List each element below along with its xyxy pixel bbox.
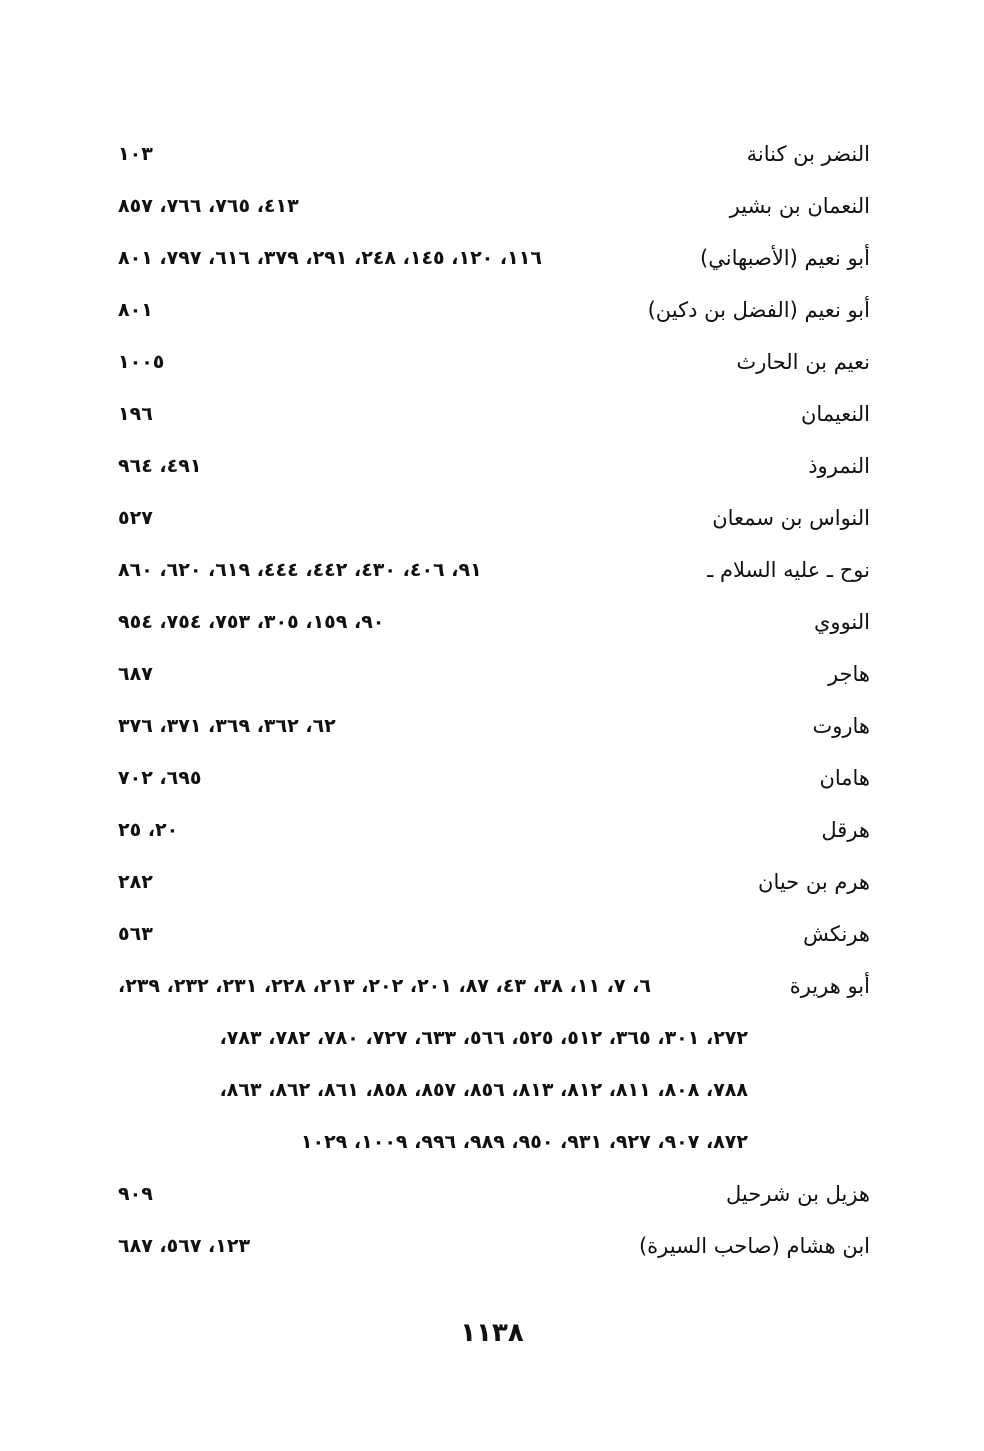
entry-name: النضر بن كنانة: [746, 142, 870, 166]
entry-pages: ٨٠١: [118, 299, 153, 321]
entry-pages: ٥٢٧: [118, 507, 153, 529]
entry-name: هرقل: [821, 818, 870, 842]
index-entry: [0, 804, 984, 856]
entry-pages: ٦٨٧: [118, 663, 153, 685]
entry-pages: ٩٠، ١٥٩، ٣٠٥، ٧٥٣، ٧٥٤، ٩٥٤: [118, 611, 385, 633]
entry-name: أبو هريرة: [789, 974, 870, 998]
index-entry: [0, 284, 984, 336]
entry-pages: ١٢٣، ٥٦٧، ٦٨٧: [118, 1235, 251, 1257]
entry-pages: ٤١٣، ٧٦٥، ٧٦٦، ٨٥٧: [118, 195, 299, 217]
entry-pages: ١٠٠٥: [118, 351, 165, 373]
entry-pages: ٨٧٢، ٩٠٧، ٩٢٧، ٩٣١، ٩٥٠، ٩٨٩، ٩٩٦، ١٠٠٩، ١٠٢٩: [300, 1131, 748, 1153]
index-entry: [0, 492, 984, 544]
entry-name: هاجر: [827, 662, 870, 686]
page-number: ١١٣٨: [460, 1318, 524, 1348]
entry-name: نوح ـ عليه السلام ـ: [707, 558, 870, 582]
index-entry: [0, 1220, 984, 1272]
entry-pages: ١٩٦: [118, 403, 153, 425]
index-entry: [0, 700, 984, 752]
entry-name: النواس بن سمعان: [712, 506, 870, 530]
entry-name: النعيمان: [801, 402, 870, 426]
index-entry: [0, 960, 984, 1012]
entry-name: هزيل بن شرحيل: [726, 1182, 870, 1206]
entry-name: النووي: [814, 610, 870, 634]
index-entry: [0, 128, 984, 180]
index-entry: [0, 544, 984, 596]
entry-pages: ٦٢، ٣٦٢، ٣٦٩، ٣٧١، ٣٧٦: [118, 715, 336, 737]
index-entry: [0, 180, 984, 232]
index-entry-continuation: [0, 1064, 984, 1116]
entry-pages: ٩٠٩: [118, 1183, 153, 1205]
entry-name: أبو نعيم (الأصبهاني): [700, 246, 870, 270]
index-entry: [0, 388, 984, 440]
entry-name: هامان: [819, 766, 870, 790]
entry-pages: ٢٠، ٢٥: [118, 819, 179, 841]
index-entry: [0, 596, 984, 648]
entry-pages: ١٠٣: [118, 143, 153, 165]
entry-pages: ٩١، ٤٠٦، ٤٣٠، ٤٤٢، ٤٤٤، ٦١٩، ٦٢٠، ٨٦٠: [118, 559, 482, 581]
index-entry: [0, 752, 984, 804]
entry-pages: ٢٧٢، ٣٠١، ٣٦٥، ٥١٢، ٥٢٥، ٥٦٦، ٦٣٣، ٧٢٧، ٧٨٠، ٧٨٢، ٧٨٣،: [219, 1027, 748, 1049]
entry-name: ابن هشام (صاحب السيرة): [638, 1234, 870, 1258]
entry-pages: ٢٨٢: [118, 871, 153, 893]
entry-name: النعمان بن بشير: [729, 194, 870, 218]
index-entry: [0, 856, 984, 908]
entry-pages: ٦، ٧، ١١، ٣٨، ٤٣، ٨٧، ٢٠١، ٢٠٢، ٢١٣، ٢٢٨، ٢٣١، ٢٣٢، ٢٣٩،: [118, 975, 651, 997]
index-entry: [0, 1168, 984, 1220]
entry-name: هاروت: [812, 714, 870, 738]
index-entry: [0, 648, 984, 700]
entry-pages: ٤٩١، ٩٦٤: [118, 455, 202, 477]
index-entry: [0, 336, 984, 388]
name-index-list: [0, 128, 984, 1272]
entry-name: أبو نعيم (الفضل بن دكين): [647, 298, 870, 322]
entry-pages: ٧٨٨، ٨٠٨، ٨١١، ٨١٢، ٨١٣، ٨٥٦، ٨٥٧، ٨٥٨، ٨٦١، ٨٦٢، ٨٦٣،: [219, 1079, 748, 1101]
entry-name: النمروذ: [808, 454, 870, 478]
index-entry: [0, 232, 984, 284]
index-entry-continuation: [0, 1116, 984, 1168]
entry-name: هرم بن حيان: [758, 870, 870, 894]
entry-pages: ١١٦، ١٢٠، ١٤٥، ٢٤٨، ٢٩١، ٣٧٩، ٦١٦، ٧٩٧، ٨٠١: [118, 247, 542, 269]
entry-name: نعيم بن الحارث: [736, 350, 870, 374]
entry-pages: ٦٩٥، ٧٠٢: [118, 767, 202, 789]
index-entry: [0, 440, 984, 492]
index-entry-continuation: [0, 1012, 984, 1064]
index-entry: [0, 908, 984, 960]
entry-pages: ٥٦٣: [118, 923, 153, 945]
entry-name: هرنكش: [803, 922, 870, 946]
